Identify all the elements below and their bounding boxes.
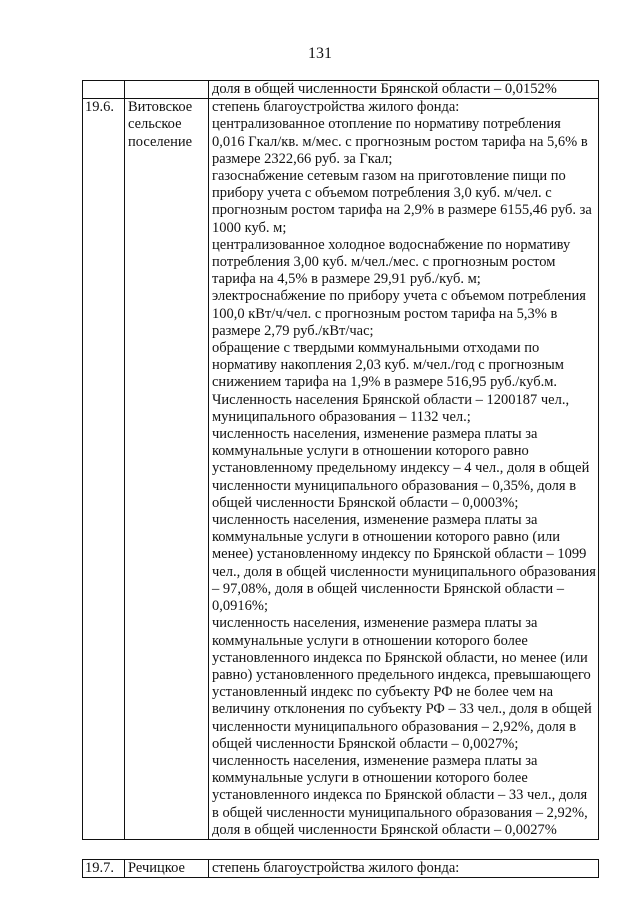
text-line: величину отклонения по субъекту РФ – 33 чел., доля в общей xyxy=(212,701,592,718)
text-line: централизованное отопление по нормативу потребления xyxy=(212,116,561,133)
text-line: 1000 куб. м; xyxy=(212,219,287,236)
text-line: снижением тарифа на 1,9% в размере 516,95 руб./куб.м. xyxy=(212,374,557,391)
text-line: установленному предельному индексу – 4 чел., доля в общей xyxy=(212,460,590,477)
text-line: менее) установленному индексу по Брянской области – 1099 xyxy=(212,546,587,563)
text-line: коммунальные услуги в отношении которого равно (или xyxy=(212,529,560,546)
text-line: степень благоустройства жилого фонда: xyxy=(212,99,460,116)
tariff-table xyxy=(82,80,599,840)
text-line: степень благоустройства жилого фонда: xyxy=(212,860,460,876)
text-line: размере 2,79 руб./кВт/час; xyxy=(212,322,374,339)
text-line: установленного индекса по Брянской области – 33 чел., доля xyxy=(212,787,588,804)
table-row-19-6 xyxy=(83,99,599,840)
text-line: коммунальные услуги в отношении которого более xyxy=(212,632,528,649)
text-line: обращение с твердыми коммунальными отходами по xyxy=(212,340,540,357)
text-line: коммунальные услуги в отношении которого равно xyxy=(212,443,529,460)
text-line: коммунальные услуги в отношении которого более xyxy=(212,770,528,787)
text-line: прогнозным ростом тарифа на 2,9% в размере 6155,46 руб. за xyxy=(212,202,592,219)
tariff-table-next xyxy=(82,859,599,878)
table-row-continuation xyxy=(83,81,599,99)
text-line: – 97,08%, доля в общей численности Брянской области – xyxy=(212,580,565,597)
text-line: численность населения, изменение размера платы за xyxy=(212,752,538,769)
settlement-name xyxy=(125,99,209,840)
text-line: численности муниципального образования – 2,92%, доля в xyxy=(212,718,577,735)
text-line: численность населения, изменение размера платы за xyxy=(212,426,538,443)
indicator-text-cell xyxy=(209,81,599,99)
text-line: 100,0 кВт/ч/чел. с прогнозным ростом тарифа на 5,3% в xyxy=(212,305,558,322)
settlement-name-line: поселение xyxy=(128,133,193,150)
page-number: 131 xyxy=(308,45,332,62)
settlement-name-line: сельское xyxy=(128,116,182,133)
text-line: в общей численности муниципального образования – 2,92%, xyxy=(212,804,588,821)
text-line: муниципального образования – 1132 чел.; xyxy=(212,408,471,425)
text-line: доля в общей численности Брянской области – 0,0027% xyxy=(212,821,557,838)
text-line: Численность населения Брянской области – 1200187 чел., xyxy=(212,391,570,408)
text-line: 0,016 Гкал/кв. м/мес. с прогнозным ростом тарифа на 5,6% в xyxy=(212,133,588,150)
text-line: установленного индекса по Брянской области, но менее (или xyxy=(212,649,588,666)
text-line: установленный индекс по субъекту РФ не более чем на xyxy=(212,684,554,701)
text-line: общей численности Брянской области – 0,0027%; xyxy=(212,735,519,752)
text-line: 0,0916%; xyxy=(212,598,268,615)
indicator-text xyxy=(209,99,599,840)
text-line: равно) установленного предельного индекса, превышающего xyxy=(212,666,591,683)
text-line: размере 2322,66 руб. за Гкал; xyxy=(212,150,393,167)
text-line: потребления 3,00 куб. м/чел./мес. с прогнозным ростом xyxy=(212,254,556,271)
settlement-name: Речицкое xyxy=(125,860,209,878)
text-line: чел., доля в общей численности муниципального образования xyxy=(212,563,596,580)
text-line: общей численности Брянской области – 0,0003%; xyxy=(212,494,519,511)
row-number: 19.6. xyxy=(83,99,125,840)
indicator-text xyxy=(209,860,599,878)
text-line: прибору учета с объемом потребления 3,0 куб. м/чел. с xyxy=(212,185,552,202)
text-line: тарифа на 4,5% в размере 29,91 руб./куб. м; xyxy=(212,271,481,288)
table-row-19-7 xyxy=(83,860,599,878)
row-number: 19.7. xyxy=(83,860,125,878)
text-line: газоснабжение сетевым газом на приготовление пищи по xyxy=(212,168,566,185)
text-line: численности муниципального образования – 0,35%, доля в xyxy=(212,477,577,494)
text-line: численность населения, изменение размера платы за xyxy=(212,512,538,529)
row-number-cell xyxy=(83,81,125,99)
text-line: численность населения, изменение размера платы за xyxy=(212,615,538,632)
text-line: нормативу накопления 2,03 куб. м/чел./год с прогнозным xyxy=(212,357,564,374)
settlement-name-cell xyxy=(125,81,209,99)
text-line: электроснабжение по прибору учета с объемом потребления xyxy=(212,288,586,305)
settlement-name-line: Витовское xyxy=(128,99,193,116)
text-line: централизованное холодное водоснабжение по нормативу xyxy=(212,236,571,253)
continuation-text: доля в общей численности Брянской области – 0,0152% xyxy=(212,81,557,97)
